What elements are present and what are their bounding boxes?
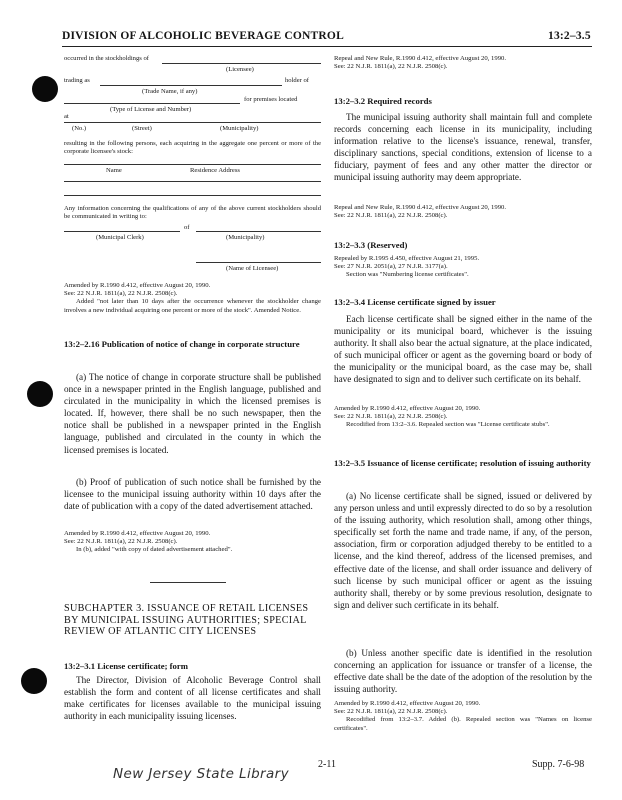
form-blank xyxy=(64,231,180,232)
amendment-line: Added "not later than 10 days after the occurrence whenever the stockholder change involves a new individual acquiring one percent or more of the stock". Amended Notice. xyxy=(64,298,321,314)
amendment-line: Recodified from 13:2–3.7. Added (b). Repealed section was "Names on license certificates". xyxy=(334,716,592,732)
section-heading-3-5: 13:2–3.5 Issuance of license certificate; resolution of issuing authority xyxy=(334,458,591,468)
page-number: 2-11 xyxy=(318,759,336,770)
section-3-1-body: The Director, Division of Alcoholic Beverage Control shall establish the form and content of all license certificates and shall make certificates for licenses available to the municipal issuing authority in each municipality issuing licenses. xyxy=(64,675,321,722)
punch-hole-top xyxy=(32,76,58,102)
repeal-note xyxy=(334,255,592,280)
amendment-note xyxy=(334,700,592,733)
amendment-line: Repeal and New Rule, R.1990 d.412, effective August 20, 1990. xyxy=(334,204,507,211)
amendment-line: See: 22 N.J.R. 1811(a), 22 N.J.R. 2508(c). xyxy=(334,708,448,716)
section-2-16-para-b: (b) Proof of publication of such notice shall be furnished by the licensee to the municipal issuing authority within 10 days after the date of publication with a copy of the dated advertisement attached. xyxy=(64,477,321,512)
header-rule xyxy=(62,46,592,47)
supplement-date: Supp. 7-6-98 xyxy=(532,759,585,770)
amendment-line: Amended by R.1990 d.412, effective August 20, 1990. xyxy=(64,530,211,537)
section-3-5-para-b: (b) Unless another specific date is identified in the resolution concerning an application for issuance or transfer of a license, the effective date shall be the date of the adoption of the resolution by the issuing authority. xyxy=(334,648,592,695)
section-3-5-para-a: (a) No license certificate shall be signed, issued or delivered by any person unless and until expressly directed to do so by a resolution of the issuing authority, which resolution shall, among other things, specifically set forth the name and trade name, if any, of the person, association, firm or corporation adjudged thereby to be entitled to a license, and the kind thereof, address of the licensed premises, and effective date of the license, and shall order issuance and delivery of such license by such municipal officer or agent as the issuing authority shall, thereby or by some previous resolution, designate to sign and deliver such certificate in its behalf. xyxy=(334,491,592,610)
section-2-16-para-a: (a) The notice of change in corporate structure shall be published once in a newspaper printed in the English language, published and circulated in the municipality in which the licensed premises is located. If, however, there shall be no such newspaper, then the notice shall be published in a newspaper printed in the English language, published and circulated in the county in which the licensed premises is located. xyxy=(64,372,321,455)
punch-hole-middle xyxy=(27,381,53,407)
form-caption-licensee: (Licensee) xyxy=(226,66,254,73)
amendment-note xyxy=(334,405,592,430)
running-header-left: DIVISION OF ALCOHOLIC BEVERAGE CONTROL xyxy=(62,30,344,42)
repeal-note xyxy=(334,204,592,220)
punch-hole-bottom xyxy=(21,668,47,694)
form-table-rule xyxy=(64,195,321,196)
amendment-line: In (b), added "with copy of dated advertisement attached". xyxy=(76,546,233,554)
form-caption-street: (Street) xyxy=(132,125,152,132)
amendment-line: See: 22 N.J.R. 1811(a), 22 N.J.R. 2508(c). xyxy=(64,290,178,298)
amendment-note xyxy=(64,282,321,315)
form-col-name: Name xyxy=(106,167,122,174)
amendment-line: See: 22 N.J.R. 1811(a), 22 N.J.R. 2508(c). xyxy=(64,538,178,546)
form-trading-as: trading as xyxy=(64,77,90,84)
form-blank xyxy=(64,103,240,104)
section-heading-2-16: 13:2–2.16 Publication of notice of change in corporate structure xyxy=(64,339,300,349)
amendment-line: Amended by R.1990 d.412, effective August 20, 1990. xyxy=(64,282,211,289)
amendment-line: See: 27 N.J.R. 2051(a), 27 N.J.R. 3177(a). xyxy=(334,263,448,271)
amendment-line: See: 22 N.J.R. 1811(a), 22 N.J.R. 2508(c). xyxy=(334,212,448,220)
amendment-line: Repeal and New Rule, R.1990 d.412, effective August 20, 1990. xyxy=(334,55,507,62)
amendment-line: See: 22 N.J.R. 1811(a), 22 N.J.R. 2508(c). xyxy=(334,413,448,421)
form-caption-municipality: (Municipality) xyxy=(220,125,259,132)
amendment-line: Repealed by R.1995 d.450, effective August 21, 1995. xyxy=(334,255,480,262)
form-blank xyxy=(196,262,321,263)
amendment-line: Recodified from 13:2–3.6. Repealed section was "License certificate stubs". xyxy=(346,421,550,429)
amendment-note xyxy=(64,530,321,555)
section-heading-3-4: 13:2–3.4 License certificate signed by issuer xyxy=(334,297,496,307)
section-3-2-body: The municipal issuing authority shall maintain full and complete records concerning each license in its municipality, including information relative to the license's issuance, renewal, transfer, disciplinary sanctions, special conditions, extension of license to a fiduciary, payment of fees and any other matter the director or municipal issuing authority may deem appropriate. xyxy=(334,112,592,183)
section-heading-3-3: 13:2–3.3 (Reserved) xyxy=(334,240,408,250)
subchapter-3-heading: SUBCHAPTER 3. ISSUANCE OF RETAIL LICENSES BY MUNICIPAL ISSUING AUTHORITIES; SPECIAL REVIEW OF ATLANTIC CITY LICENSES xyxy=(64,603,309,637)
separator-rule xyxy=(150,582,226,583)
form-caption-name-licensee: (Name of Licensee) xyxy=(226,265,279,272)
form-caption-no: (No.) xyxy=(72,125,87,132)
form-blank xyxy=(100,85,282,86)
section-heading-3-1: 13:2–3.1 License certificate; form xyxy=(64,661,188,671)
amendment-line: Amended by R.1990 d.412, effective August 20, 1990. xyxy=(334,405,481,412)
amendment-line: Amended by R.1990 d.412, effective August 20, 1990. xyxy=(334,700,481,707)
form-caption-type-license: (Type of License and Number) xyxy=(110,106,192,113)
form-blank xyxy=(64,122,321,123)
form-of: of xyxy=(184,224,190,231)
section-3-4-body: Each license certificate shall be signed either in the name of the municipality or its municipal board, whichever is the issuing authority. It shall also bear the actual signature, at the place indicated, of such municipal officer or agent as the governing board or body of the municipality or the municipal board, as the case may be, shall have designated to sign and to deliver such certificate on its behalf. xyxy=(334,314,592,385)
form-premises-located: for premises located xyxy=(244,96,298,103)
form-caption-clerk: (Municipal Clerk) xyxy=(96,234,144,241)
amendment-line: Section was "Numbering license certificates". xyxy=(346,271,469,279)
library-stamp: New Jersey State Library xyxy=(113,766,290,782)
form-table-rule xyxy=(64,181,321,182)
form-table-rule xyxy=(64,164,321,165)
form-caption-trade-name: (Trade Name, if any) xyxy=(142,88,198,95)
amendment-line: See: 22 N.J.R. 1811(a), 22 N.J.R. 2508(c). xyxy=(334,63,448,71)
form-holder-of: holder of xyxy=(285,77,309,84)
form-caption-municipality-2: (Municipality) xyxy=(226,234,265,241)
form-resulting-text: resulting in the following persons, each acquiring in the aggregate one percent or more of the corporate licensee's stock: xyxy=(64,140,321,156)
form-at: at xyxy=(64,113,69,120)
section-heading-3-2: 13:2–3.2 Required records xyxy=(334,96,432,106)
form-col-address: Residence Address xyxy=(190,167,240,174)
form-line-stockholdings: occurred in the stockholdings of xyxy=(64,55,149,62)
running-header-section: 13:2–3.5 xyxy=(548,30,591,42)
repeal-note xyxy=(334,55,592,71)
form-blank xyxy=(162,63,321,64)
form-blank xyxy=(196,231,321,232)
form-info-text: Any information concerning the qualifications of any of the above current stockholders should be communicated in writing to: xyxy=(64,205,321,221)
